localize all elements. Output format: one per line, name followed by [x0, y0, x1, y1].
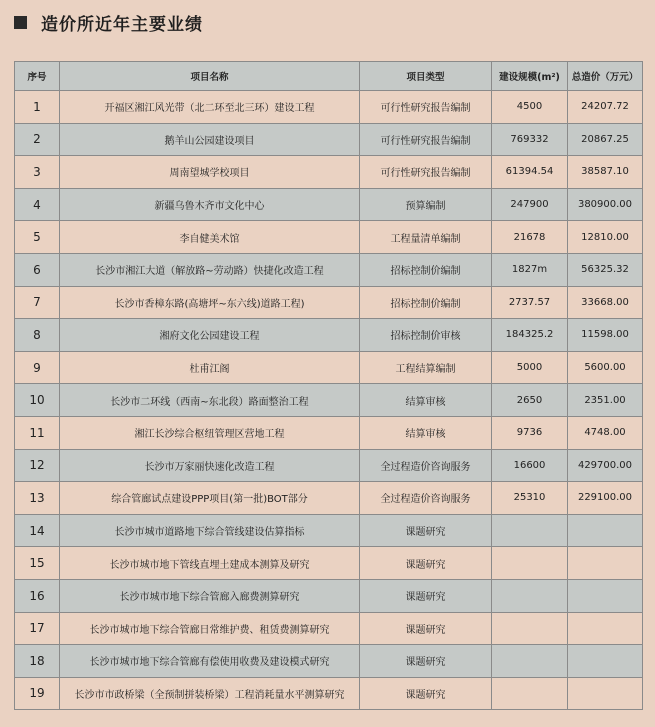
table-row [15, 221, 643, 254]
cell-cost [568, 677, 643, 710]
cell-no: 19 [15, 677, 60, 710]
cell-no: 9 [15, 351, 60, 384]
cell-scale [492, 514, 568, 547]
cell-name: 综合管廊试点建设PPP项目(第一批)BOT部分 [60, 482, 360, 515]
cell-name: 长沙市城市地下管线直埋土建成本测算及研究 [60, 547, 360, 580]
cell-scale [492, 645, 568, 678]
table-row [15, 91, 643, 124]
table-row [15, 645, 643, 678]
cell-no: 7 [15, 286, 60, 319]
cell-name: 鹅羊山公园建设项目 [60, 123, 360, 156]
cell-type: 课题研究 [360, 547, 492, 580]
cell-scale: 1827m [492, 253, 568, 286]
cell-scale: 16600 [492, 449, 568, 482]
cell-no: 2 [15, 123, 60, 156]
table-row [15, 156, 643, 189]
performance-table [14, 61, 643, 710]
cell-type: 结算审核 [360, 384, 492, 417]
table-row [15, 449, 643, 482]
table-row [15, 351, 643, 384]
cell-cost: 38587.10 [568, 156, 643, 189]
cell-no: 14 [15, 514, 60, 547]
cell-name: 长沙市城市地下综合管廊有偿使用收费及建设模式研究 [60, 645, 360, 678]
cell-cost: 429700.00 [568, 449, 643, 482]
cell-type: 可行性研究报告编制 [360, 156, 492, 189]
cell-scale [492, 547, 568, 580]
cell-type: 招标控制价编制 [360, 286, 492, 319]
table-row [15, 384, 643, 417]
cell-name: 李自健美术馆 [60, 221, 360, 254]
col-header-no: 序号 [15, 62, 60, 91]
cell-type: 工程结算编制 [360, 351, 492, 384]
cell-type: 课题研究 [360, 612, 492, 645]
cell-name: 长沙市湘江大道（解放路~劳动路）快捷化改造工程 [60, 253, 360, 286]
table-row [15, 416, 643, 449]
col-header-name: 项目名称 [60, 62, 360, 91]
cell-cost [568, 514, 643, 547]
table-row [15, 514, 643, 547]
table-row [15, 677, 643, 710]
cell-type: 课题研究 [360, 514, 492, 547]
cell-type: 全过程造价咨询服务 [360, 449, 492, 482]
cell-cost: 12810.00 [568, 221, 643, 254]
cell-type: 可行性研究报告编制 [360, 91, 492, 124]
cell-name: 长沙市城市道路地下综合管线建设估算指标 [60, 514, 360, 547]
cell-type: 预算编制 [360, 188, 492, 221]
cell-no: 13 [15, 482, 60, 515]
cell-no: 16 [15, 579, 60, 612]
cell-cost: 56325.32 [568, 253, 643, 286]
table-row [15, 123, 643, 156]
cell-scale [492, 677, 568, 710]
cell-type: 全过程造价咨询服务 [360, 482, 492, 515]
cell-name: 周南望城学校项目 [60, 156, 360, 189]
table-row [15, 482, 643, 515]
cell-name: 湘江长沙综合枢纽管理区营地工程 [60, 416, 360, 449]
cell-cost [568, 645, 643, 678]
table-row [15, 286, 643, 319]
col-header-scale: 建设规模(m²) [492, 62, 568, 91]
cell-scale: 61394.54 [492, 156, 568, 189]
cell-cost: 4748.00 [568, 416, 643, 449]
cell-no: 15 [15, 547, 60, 580]
cell-scale: 2737.57 [492, 286, 568, 319]
cell-no: 5 [15, 221, 60, 254]
cell-cost [568, 547, 643, 580]
cell-name: 杜甫江阁 [60, 351, 360, 384]
page-title: 造价所近年主要业绩 [41, 14, 203, 35]
cell-no: 8 [15, 319, 60, 352]
cell-type: 课题研究 [360, 579, 492, 612]
cell-no: 4 [15, 188, 60, 221]
cell-no: 12 [15, 449, 60, 482]
col-header-cost: 总造价（万元） [568, 62, 643, 91]
cell-scale [492, 612, 568, 645]
cell-cost: 33668.00 [568, 286, 643, 319]
cell-no: 3 [15, 156, 60, 189]
page-header [14, 8, 203, 36]
cell-cost: 20867.25 [568, 123, 643, 156]
cell-cost: 5600.00 [568, 351, 643, 384]
cell-scale: 5000 [492, 351, 568, 384]
table-row [15, 253, 643, 286]
cell-scale: 769332 [492, 123, 568, 156]
cell-name: 长沙市市政桥梁（全预制拼装桥梁）工程消耗量水平测算研究 [60, 677, 360, 710]
table-row [15, 547, 643, 580]
cell-no: 1 [15, 91, 60, 124]
cell-cost: 24207.72 [568, 91, 643, 124]
cell-cost: 2351.00 [568, 384, 643, 417]
cell-cost [568, 612, 643, 645]
cell-scale: 2650 [492, 384, 568, 417]
table-row [15, 579, 643, 612]
cell-name: 长沙市香樟东路(高塘坪~东六线)道路工程) [60, 286, 360, 319]
cell-no: 18 [15, 645, 60, 678]
square-bullet-icon [14, 16, 27, 29]
cell-no: 10 [15, 384, 60, 417]
table-row [15, 188, 643, 221]
cell-type: 课题研究 [360, 645, 492, 678]
col-header-type: 项目类型 [360, 62, 492, 91]
cell-scale [492, 579, 568, 612]
cell-name: 开福区湘江风光带（北二环至北三环）建设工程 [60, 91, 360, 124]
table-row [15, 319, 643, 352]
cell-type: 工程量清单编制 [360, 221, 492, 254]
cell-name: 长沙市城市地下综合管廊日常维护费、租赁费测算研究 [60, 612, 360, 645]
table-header-row [15, 62, 643, 91]
cell-type: 招标控制价编制 [360, 253, 492, 286]
cell-cost: 380900.00 [568, 188, 643, 221]
cell-name: 长沙市万家丽快速化改造工程 [60, 449, 360, 482]
cell-scale: 21678 [492, 221, 568, 254]
cell-type: 招标控制价审核 [360, 319, 492, 352]
cell-type: 课题研究 [360, 677, 492, 710]
cell-scale: 4500 [492, 91, 568, 124]
cell-name: 长沙市城市地下综合管廊入廊费测算研究 [60, 579, 360, 612]
cell-scale: 9736 [492, 416, 568, 449]
cell-name: 新疆乌鲁木齐市文化中心 [60, 188, 360, 221]
cell-cost: 229100.00 [568, 482, 643, 515]
table-row [15, 612, 643, 645]
cell-no: 6 [15, 253, 60, 286]
cell-scale: 184325.2 [492, 319, 568, 352]
cell-name: 长沙市二环线（西南~东北段）路面整治工程 [60, 384, 360, 417]
cell-type: 可行性研究报告编制 [360, 123, 492, 156]
cell-cost: 11598.00 [568, 319, 643, 352]
cell-type: 结算审核 [360, 416, 492, 449]
cell-no: 17 [15, 612, 60, 645]
cell-name: 湘府文化公园建设工程 [60, 319, 360, 352]
cell-no: 11 [15, 416, 60, 449]
cell-scale: 25310 [492, 482, 568, 515]
cell-scale: 247900 [492, 188, 568, 221]
cell-cost [568, 579, 643, 612]
